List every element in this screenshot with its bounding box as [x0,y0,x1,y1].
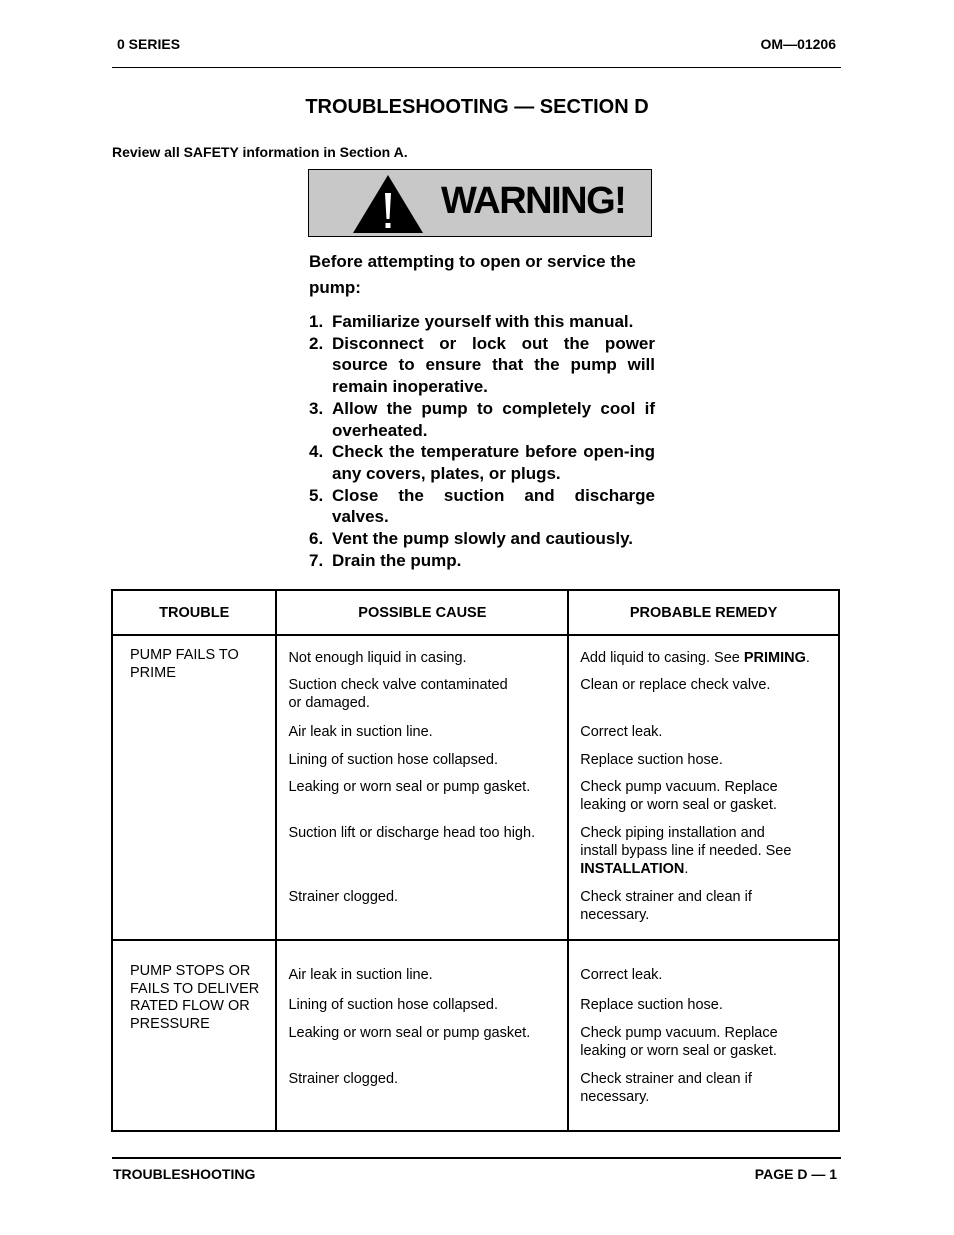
remedy-cell [568,940,839,1131]
cause-item: Strainer clogged. [288,1071,399,1087]
cause-cell [276,635,568,940]
remedy-item: Clean or replace check valve. [580,677,771,693]
column-header-possible-cause: POSSIBLE CAUSE [276,590,568,635]
safety-steps-list [309,311,655,571]
remedy-item: Check piping installation and install bypass line if needed. See INSTALLATION. [580,825,792,877]
remedy-item: Check pump vacuum. Replace leaking or worn seal or gasket. [580,1025,778,1059]
table-row [112,940,839,1131]
cause-item: Strainer clogged. [288,889,399,905]
troubleshooting-table [111,589,840,1132]
trouble-cell [112,940,276,1131]
table-header-row [112,590,839,635]
trouble-text: PUMP FAILS TO PRIME [130,647,239,681]
cause-item: Lining of suction hose collapsed. [288,752,499,768]
cause-item: Lining of suction hose collapsed. [288,997,499,1013]
cause-cell [276,940,568,1131]
page-number: PAGE D — 1 [754,1166,837,1182]
warning-banner [308,169,652,237]
cause-item: Not enough liquid in casing. [288,650,467,666]
header-document-number: OM—01206 [760,36,836,52]
footer-rule [112,1157,841,1159]
header-rule [112,67,841,68]
remedy-item: Correct leak. [580,724,663,740]
cause-item: Air leak in suction line. [288,967,433,983]
footer-section: TROUBLESHOOTING [113,1166,256,1182]
remedy-cell [568,635,839,940]
column-header-trouble: TROUBLE [112,590,276,635]
review-note: Review all SAFETY information in Section A. [112,144,408,160]
list-item: 2. Disconnect or lock out the power source to ensure that the pump will remain inoperative. [309,333,655,397]
cause-item: Suction lift or discharge head too high. [288,825,536,841]
cause-item: Suction check valve contaminated or damaged. [288,677,508,711]
column-header-probable-remedy: PROBABLE REMEDY [568,590,839,635]
warning-message [309,249,655,571]
table-row [112,635,839,940]
remedy-item: Replace suction hose. [580,752,723,768]
warning-intro: Before attempting to open or service the pump: [309,252,636,297]
trouble-cell [112,635,276,940]
remedy-item: Check strainer and clean if necessary. [580,1071,752,1105]
remedy-item: Check strainer and clean if necessary. [580,889,752,923]
cause-item: Leaking or worn seal or pump gasket. [288,779,531,795]
cause-item: Air leak in suction line. [288,724,433,740]
list-item: 1. Familiarize yourself with this manual. [309,312,634,331]
trouble-text: PUMP STOPS OR FAILS TO DELIVER RATED FLOW OR PRESSURE [130,963,260,1032]
warning-label: WARNING! [441,180,626,222]
page-title: TROUBLESHOOTING — SECTION D [305,96,649,118]
list-item: 5. Close the suction and discharge valves. [309,485,655,527]
cause-item: Leaking or worn seal or pump gasket. [288,1025,531,1041]
remedy-item: Add liquid to casing. See PRIMING. [580,650,810,666]
list-item: 3. Allow the pump to completely cool if overheated. [309,398,655,440]
remedy-item: Check pump vacuum. Replace leaking or worn seal or gasket. [580,779,778,813]
list-item: 7. Drain the pump. [309,550,462,570]
list-item: 4. Check the temperature before open-ing any covers, plates, or plugs. [309,442,655,483]
header-series: 0 SERIES [117,36,181,52]
remedy-item: Correct leak. [580,967,663,983]
remedy-item: Replace suction hose. [580,997,723,1013]
list-item: 6. Vent the pump slowly and cautiously. [309,529,634,549]
warning-triangle-icon [351,173,425,235]
